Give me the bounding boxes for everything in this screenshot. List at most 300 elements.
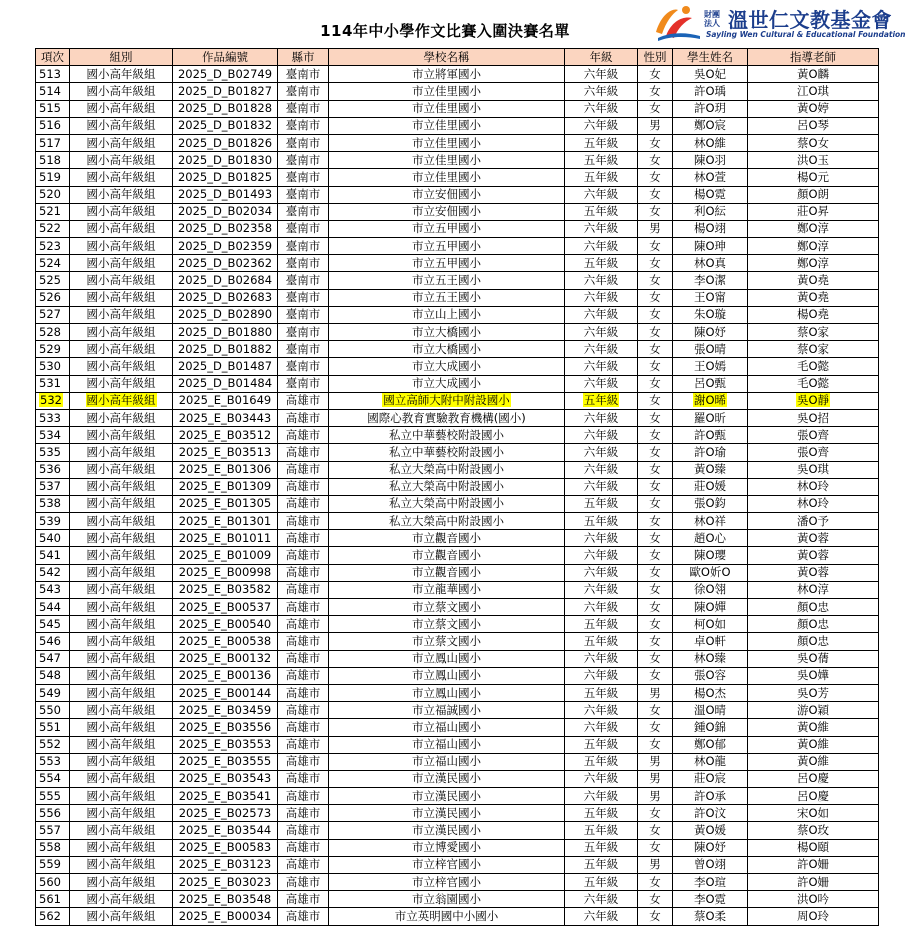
row-index-cell: 539 — [36, 513, 70, 530]
gender-cell: 女 — [638, 358, 673, 375]
school-cell: 市立佳里國小 — [329, 169, 565, 186]
student-name-cell: 蔡O柔 — [673, 908, 748, 925]
teacher-name-cell: 宋O如 — [748, 805, 879, 822]
row-index-cell: 543 — [36, 581, 70, 598]
grade-cell: 五年級 — [565, 753, 638, 770]
gender-cell: 女 — [638, 616, 673, 633]
city-cell: 臺南市 — [278, 375, 329, 392]
gender-cell: 女 — [638, 100, 673, 117]
gender-cell: 女 — [638, 822, 673, 839]
table-row — [36, 358, 879, 375]
highlight-mark: 謝O晞 — [693, 393, 727, 408]
gender-cell: 女 — [638, 134, 673, 151]
gender-cell: 女 — [638, 874, 673, 891]
school-cell: 市立鳳山國小 — [329, 684, 565, 701]
grade-cell: 五年級 — [565, 513, 638, 530]
school-cell: 市立佳里國小 — [329, 83, 565, 100]
gender-cell: 男 — [638, 856, 673, 873]
header-col-school: 學校名稱 — [329, 49, 565, 66]
group-cell: 國小高年級組 — [70, 289, 173, 306]
city-cell: 高雄市 — [278, 581, 329, 598]
entry-id-cell: 2025_D_B02749 — [173, 66, 278, 83]
table-row — [36, 203, 879, 220]
table-header-row — [36, 49, 879, 66]
gender-cell: 女 — [638, 203, 673, 220]
teacher-name-cell: 顏O忠 — [748, 633, 879, 650]
city-cell: 臺南市 — [278, 324, 329, 341]
school-cell: 市立佳里國小 — [329, 117, 565, 134]
group-cell: 國小高年級組 — [70, 770, 173, 787]
row-index-cell: 514 — [36, 83, 70, 100]
group-cell: 國小高年級組 — [70, 83, 173, 100]
table-row — [36, 341, 879, 358]
grade-cell: 五年級 — [565, 152, 638, 169]
teacher-name-cell: 吳O嬅 — [748, 667, 879, 684]
highlight-mark: 吳O靜 — [796, 393, 830, 408]
student-name-cell: 許O瑜 — [673, 444, 748, 461]
entry-id-cell: 2025_E_B00144 — [173, 684, 278, 701]
student-name-cell: 趙O心 — [673, 530, 748, 547]
group-cell: 國小高年級組 — [70, 100, 173, 117]
gender-cell: 女 — [638, 908, 673, 925]
city-cell: 臺南市 — [278, 289, 329, 306]
teacher-name-cell: 楊O元 — [748, 169, 879, 186]
entry-id-cell: 2025_D_B01484 — [173, 375, 278, 392]
gender-cell: 女 — [638, 495, 673, 512]
student-name-cell: 許O玥 — [673, 100, 748, 117]
teacher-name-cell: 黃O蓉 — [748, 564, 879, 581]
entry-id-cell: 2025_E_B03459 — [173, 702, 278, 719]
student-name-cell: 林O祥 — [673, 513, 748, 530]
grade-cell: 六年級 — [565, 667, 638, 684]
teacher-name-cell: 呂O慶 — [748, 788, 879, 805]
table-row — [36, 891, 879, 908]
grade-cell: 六年級 — [565, 117, 638, 134]
entry-id-cell: 2025_E_B03544 — [173, 822, 278, 839]
group-cell: 國小高年級組 — [70, 753, 173, 770]
gender-cell: 男 — [638, 770, 673, 787]
gender-cell: 女 — [638, 375, 673, 392]
student-name-cell: 鄭O宸 — [673, 117, 748, 134]
city-cell: 高雄市 — [278, 478, 329, 495]
gender-cell: 女 — [638, 805, 673, 822]
group-cell: 國小高年級組 — [70, 358, 173, 375]
grade-cell: 六年級 — [565, 427, 638, 444]
group-cell: 國小高年級組 — [70, 891, 173, 908]
group-cell: 國小高年級組 — [70, 341, 173, 358]
header-col-grade: 年級 — [565, 49, 638, 66]
group-cell: 國小高年級組 — [70, 238, 173, 255]
entry-id-cell: 2025_D_B02034 — [173, 203, 278, 220]
highlight-mark: 532 — [40, 393, 62, 408]
table-row — [36, 478, 879, 495]
row-index-cell: 548 — [36, 667, 70, 684]
student-name-cell: 莊O媛 — [673, 478, 748, 495]
grade-cell: 六年級 — [565, 599, 638, 616]
table-row — [36, 238, 879, 255]
teacher-name-cell: 張O齊 — [748, 444, 879, 461]
table-row — [36, 822, 879, 839]
city-cell: 高雄市 — [278, 702, 329, 719]
row-index-cell: 528 — [36, 324, 70, 341]
city-cell: 高雄市 — [278, 667, 329, 684]
grade-cell: 六年級 — [565, 66, 638, 83]
gender-cell: 女 — [638, 427, 673, 444]
group-cell: 國小高年級組 — [70, 530, 173, 547]
teacher-name-cell: 蔡O女 — [748, 134, 879, 151]
city-cell: 高雄市 — [278, 719, 329, 736]
page-title: 114年中小學作文比賽入圍決賽名單 — [320, 22, 570, 40]
teacher-name-cell: 江O琪 — [748, 83, 879, 100]
grade-cell: 六年級 — [565, 444, 638, 461]
entry-id-cell: 2025_E_B03443 — [173, 409, 278, 426]
gender-cell: 女 — [638, 169, 673, 186]
grade-cell: 六年級 — [565, 409, 638, 426]
group-cell: 國小高年級組 — [70, 169, 173, 186]
gender-cell: 女 — [638, 530, 673, 547]
entry-id-cell: 2025_D_B01832 — [173, 117, 278, 134]
gender-cell: 女 — [638, 444, 673, 461]
entry-id-cell: 2025_E_B01309 — [173, 478, 278, 495]
student-name-cell: 陳O嬋 — [673, 599, 748, 616]
group-cell: 國小高年級組 — [70, 908, 173, 925]
gender-cell: 男 — [638, 753, 673, 770]
school-cell: 市立觀音國小 — [329, 547, 565, 564]
school-cell: 市立梓官國小 — [329, 856, 565, 873]
teacher-name-cell: 楊O頤 — [748, 839, 879, 856]
table-row — [36, 134, 879, 151]
table-row — [36, 650, 879, 667]
teacher-name-cell: 黃O維 — [748, 753, 879, 770]
student-name-cell: 卓O軒 — [673, 633, 748, 650]
teacher-name-cell — [748, 392, 879, 409]
group-cell: 國小高年級組 — [70, 839, 173, 856]
entry-id-cell: 2025_D_B01830 — [173, 152, 278, 169]
entry-id-cell: 2025_E_B00538 — [173, 633, 278, 650]
city-cell: 高雄市 — [278, 461, 329, 478]
city-cell: 臺南市 — [278, 272, 329, 289]
grade-cell: 六年級 — [565, 581, 638, 598]
gender-cell: 女 — [638, 152, 673, 169]
table-row — [36, 409, 879, 426]
group-cell: 國小高年級組 — [70, 409, 173, 426]
teacher-name-cell: 吳O芳 — [748, 684, 879, 701]
entry-id-cell: 2025_E_B03123 — [173, 856, 278, 873]
teacher-name-cell: 張O齊 — [748, 427, 879, 444]
grade-cell: 五年級 — [565, 169, 638, 186]
teacher-name-cell: 林O淳 — [748, 581, 879, 598]
grade-cell: 六年級 — [565, 547, 638, 564]
teacher-name-cell: 毛O懿 — [748, 358, 879, 375]
city-cell: 高雄市 — [278, 908, 329, 925]
entry-id-cell: 2025_D_B01880 — [173, 324, 278, 341]
school-cell: 市立佳里國小 — [329, 134, 565, 151]
school-cell: 市立翁園國小 — [329, 891, 565, 908]
table-row — [36, 839, 879, 856]
student-name-cell: 陳O羽 — [673, 152, 748, 169]
row-index-cell: 518 — [36, 152, 70, 169]
table-row — [36, 461, 879, 478]
city-cell: 高雄市 — [278, 409, 329, 426]
group-cell: 國小高年級組 — [70, 134, 173, 151]
table-row — [36, 117, 879, 134]
city-cell: 高雄市 — [278, 564, 329, 581]
city-cell: 高雄市 — [278, 495, 329, 512]
header-col-student: 學生姓名 — [673, 49, 748, 66]
table-row — [36, 719, 879, 736]
gender-cell: 女 — [638, 891, 673, 908]
school-cell: 市立大成國小 — [329, 358, 565, 375]
student-name-cell: 溫O晴 — [673, 702, 748, 719]
group-cell: 國小高年級組 — [70, 650, 173, 667]
group-cell: 國小高年級組 — [70, 152, 173, 169]
city-cell: 高雄市 — [278, 444, 329, 461]
city-cell: 高雄市 — [278, 392, 329, 409]
student-name-cell: 王O甯 — [673, 289, 748, 306]
school-cell: 市立佳里國小 — [329, 100, 565, 117]
row-index-cell: 533 — [36, 409, 70, 426]
table-row — [36, 169, 879, 186]
entry-id-cell: 2025_D_B01827 — [173, 83, 278, 100]
grade-cell: 六年級 — [565, 100, 638, 117]
teacher-name-cell: 黃O蓉 — [748, 530, 879, 547]
table-row — [36, 255, 879, 272]
gender-cell: 男 — [638, 220, 673, 237]
city-cell: 臺南市 — [278, 255, 329, 272]
student-name-cell: 林O真 — [673, 255, 748, 272]
row-index-cell: 553 — [36, 753, 70, 770]
student-name-cell: 陳O妤 — [673, 324, 748, 341]
city-cell: 臺南市 — [278, 186, 329, 203]
grade-cell: 六年級 — [565, 83, 638, 100]
city-cell: 高雄市 — [278, 891, 329, 908]
city-cell: 臺南市 — [278, 117, 329, 134]
entry-id-cell: 2025_E_B00034 — [173, 908, 278, 925]
row-index-cell: 537 — [36, 478, 70, 495]
foundation-logo — [652, 2, 906, 42]
school-cell: 市立漢民國小 — [329, 822, 565, 839]
table-row — [36, 702, 879, 719]
entry-id-cell: 2025_E_B03582 — [173, 581, 278, 598]
school-cell: 市立安佃國小 — [329, 186, 565, 203]
gender-cell: 女 — [638, 478, 673, 495]
school-cell: 市立蔡文國小 — [329, 599, 565, 616]
student-name-cell: 陳O瓔 — [673, 547, 748, 564]
city-cell: 高雄市 — [278, 633, 329, 650]
teacher-name-cell: 許O姍 — [748, 856, 879, 873]
entry-id-cell: 2025_E_B01009 — [173, 547, 278, 564]
grade-cell: 五年級 — [565, 616, 638, 633]
gender-cell: 女 — [638, 306, 673, 323]
foundation-name: 溫世仁文教基金會 — [728, 8, 892, 32]
table-row — [36, 66, 879, 83]
table-row — [36, 83, 879, 100]
entry-id-cell: 2025_D_B01826 — [173, 134, 278, 151]
entry-id-cell: 2025_E_B03023 — [173, 874, 278, 891]
teacher-name-cell: 游O穎 — [748, 702, 879, 719]
school-cell: 市立五王國小 — [329, 289, 565, 306]
group-cell: 國小高年級組 — [70, 444, 173, 461]
group-cell: 國小高年級組 — [70, 66, 173, 83]
student-name-cell: 王O嫣 — [673, 358, 748, 375]
school-cell: 市立英明國中小國小 — [329, 908, 565, 925]
row-index-cell: 555 — [36, 788, 70, 805]
table-row — [36, 874, 879, 891]
table-row — [36, 306, 879, 323]
table-row — [36, 770, 879, 787]
city-cell: 臺南市 — [278, 83, 329, 100]
teacher-name-cell: 蔡O家 — [748, 341, 879, 358]
table-row — [36, 788, 879, 805]
school-cell: 市立福誠國小 — [329, 702, 565, 719]
table-row — [36, 272, 879, 289]
teacher-name-cell: 黃O蓉 — [748, 547, 879, 564]
teacher-name-cell: 毛O懿 — [748, 375, 879, 392]
row-index-cell: 536 — [36, 461, 70, 478]
table-row — [36, 564, 879, 581]
grade-cell: 六年級 — [565, 375, 638, 392]
city-cell: 高雄市 — [278, 874, 329, 891]
entry-id-cell: 2025_E_B01649 — [173, 392, 278, 409]
row-index-cell: 519 — [36, 169, 70, 186]
gender-cell: 男 — [638, 684, 673, 701]
school-cell: 市立漢民國小 — [329, 770, 565, 787]
city-cell: 高雄市 — [278, 805, 329, 822]
school-cell: 市立梓官國小 — [329, 874, 565, 891]
row-index-cell: 534 — [36, 427, 70, 444]
table-row — [36, 220, 879, 237]
grade-cell: 五年級 — [565, 822, 638, 839]
entry-id-cell: 2025_D_B02684 — [173, 272, 278, 289]
school-cell: 市立將軍國小 — [329, 66, 565, 83]
city-cell: 臺南市 — [278, 152, 329, 169]
entry-id-cell: 2025_E_B00998 — [173, 564, 278, 581]
gender-cell: 男 — [638, 117, 673, 134]
grade-cell: 六年級 — [565, 891, 638, 908]
teacher-name-cell: 鄭O淳 — [748, 220, 879, 237]
school-cell: 市立安佃國小 — [329, 203, 565, 220]
header-col-entry-id: 作品編號 — [173, 49, 278, 66]
entry-id-cell: 2025_E_B03555 — [173, 753, 278, 770]
entry-id-cell: 2025_E_B00583 — [173, 839, 278, 856]
entry-id-cell: 2025_D_B01828 — [173, 100, 278, 117]
grade-cell: 六年級 — [565, 306, 638, 323]
student-name-cell: 林O龍 — [673, 753, 748, 770]
school-cell: 市立觀音國小 — [329, 564, 565, 581]
group-cell: 國小高年級組 — [70, 788, 173, 805]
school-cell: 市立福山國小 — [329, 753, 565, 770]
teacher-name-cell: 林O玲 — [748, 495, 879, 512]
row-index-cell: 520 — [36, 186, 70, 203]
grade-cell: 五年級 — [565, 203, 638, 220]
student-name-cell: 柯O如 — [673, 616, 748, 633]
row-index-cell: 545 — [36, 616, 70, 633]
group-cell: 國小高年級組 — [70, 667, 173, 684]
grade-cell — [565, 392, 638, 409]
group-cell: 國小高年級組 — [70, 633, 173, 650]
teacher-name-cell: 楊O堯 — [748, 306, 879, 323]
entry-id-cell: 2025_E_B01011 — [173, 530, 278, 547]
city-cell: 高雄市 — [278, 427, 329, 444]
gender-cell: 女 — [638, 650, 673, 667]
table-row — [36, 186, 879, 203]
entry-id-cell: 2025_E_B03553 — [173, 736, 278, 753]
gender-cell: 女 — [638, 547, 673, 564]
table-row — [36, 753, 879, 770]
gender-cell: 女 — [638, 633, 673, 650]
table-row — [36, 667, 879, 684]
entry-id-cell: 2025_E_B03513 — [173, 444, 278, 461]
city-cell: 高雄市 — [278, 684, 329, 701]
gender-cell: 女 — [638, 719, 673, 736]
group-cell: 國小高年級組 — [70, 581, 173, 598]
group-cell: 國小高年級組 — [70, 736, 173, 753]
group-cell: 國小高年級組 — [70, 702, 173, 719]
entry-id-cell: 2025_E_B03541 — [173, 788, 278, 805]
city-cell: 臺南市 — [278, 220, 329, 237]
grade-cell: 六年級 — [565, 908, 638, 925]
teacher-name-cell: 黃O維 — [748, 736, 879, 753]
student-name-cell: 陳O妤 — [673, 839, 748, 856]
teacher-name-cell: 許O姍 — [748, 874, 879, 891]
group-cell: 國小高年級組 — [70, 117, 173, 134]
teacher-name-cell: 呂O慶 — [748, 770, 879, 787]
gender-cell: 女 — [638, 392, 673, 409]
header-col-gender: 性別 — [638, 49, 673, 66]
teacher-name-cell: 鄭O淳 — [748, 255, 879, 272]
table-row — [36, 427, 879, 444]
gender-cell: 女 — [638, 599, 673, 616]
teacher-name-cell: 黃O麟 — [748, 66, 879, 83]
row-index-cell: 524 — [36, 255, 70, 272]
header-col-city: 縣市 — [278, 49, 329, 66]
student-name-cell: 陳O珅 — [673, 238, 748, 255]
student-name-cell: 李O潔 — [673, 272, 748, 289]
city-cell: 高雄市 — [278, 788, 329, 805]
grade-cell: 五年級 — [565, 255, 638, 272]
gender-cell: 女 — [638, 702, 673, 719]
group-cell — [70, 392, 173, 409]
city-cell: 高雄市 — [278, 616, 329, 633]
row-index-cell: 558 — [36, 839, 70, 856]
teacher-name-cell: 黃O堯 — [748, 289, 879, 306]
gender-cell: 女 — [638, 839, 673, 856]
grade-cell: 六年級 — [565, 461, 638, 478]
row-index-cell: 525 — [36, 272, 70, 289]
teacher-name-cell: 林O玲 — [748, 478, 879, 495]
table-row — [36, 444, 879, 461]
entry-id-cell: 2025_E_B01306 — [173, 461, 278, 478]
student-name-cell: 許O承 — [673, 788, 748, 805]
table-row — [36, 805, 879, 822]
group-cell: 國小高年級組 — [70, 478, 173, 495]
grade-cell: 六年級 — [565, 289, 638, 306]
row-index-cell — [36, 392, 70, 409]
grade-cell: 六年級 — [565, 650, 638, 667]
row-index-cell: 559 — [36, 856, 70, 873]
header-col-index: 項次 — [36, 49, 70, 66]
row-index-cell: 551 — [36, 719, 70, 736]
entry-id-cell: 2025_E_B00540 — [173, 616, 278, 633]
school-cell: 私立大榮高中附設國小 — [329, 478, 565, 495]
entry-id-cell: 2025_D_B01493 — [173, 186, 278, 203]
student-name-cell: 李O瑄 — [673, 874, 748, 891]
row-index-cell: 557 — [36, 822, 70, 839]
entry-id-cell: 2025_D_B01825 — [173, 169, 278, 186]
row-index-cell: 515 — [36, 100, 70, 117]
entry-id-cell: 2025_E_B00537 — [173, 599, 278, 616]
header-col-teacher: 指導老師 — [748, 49, 879, 66]
